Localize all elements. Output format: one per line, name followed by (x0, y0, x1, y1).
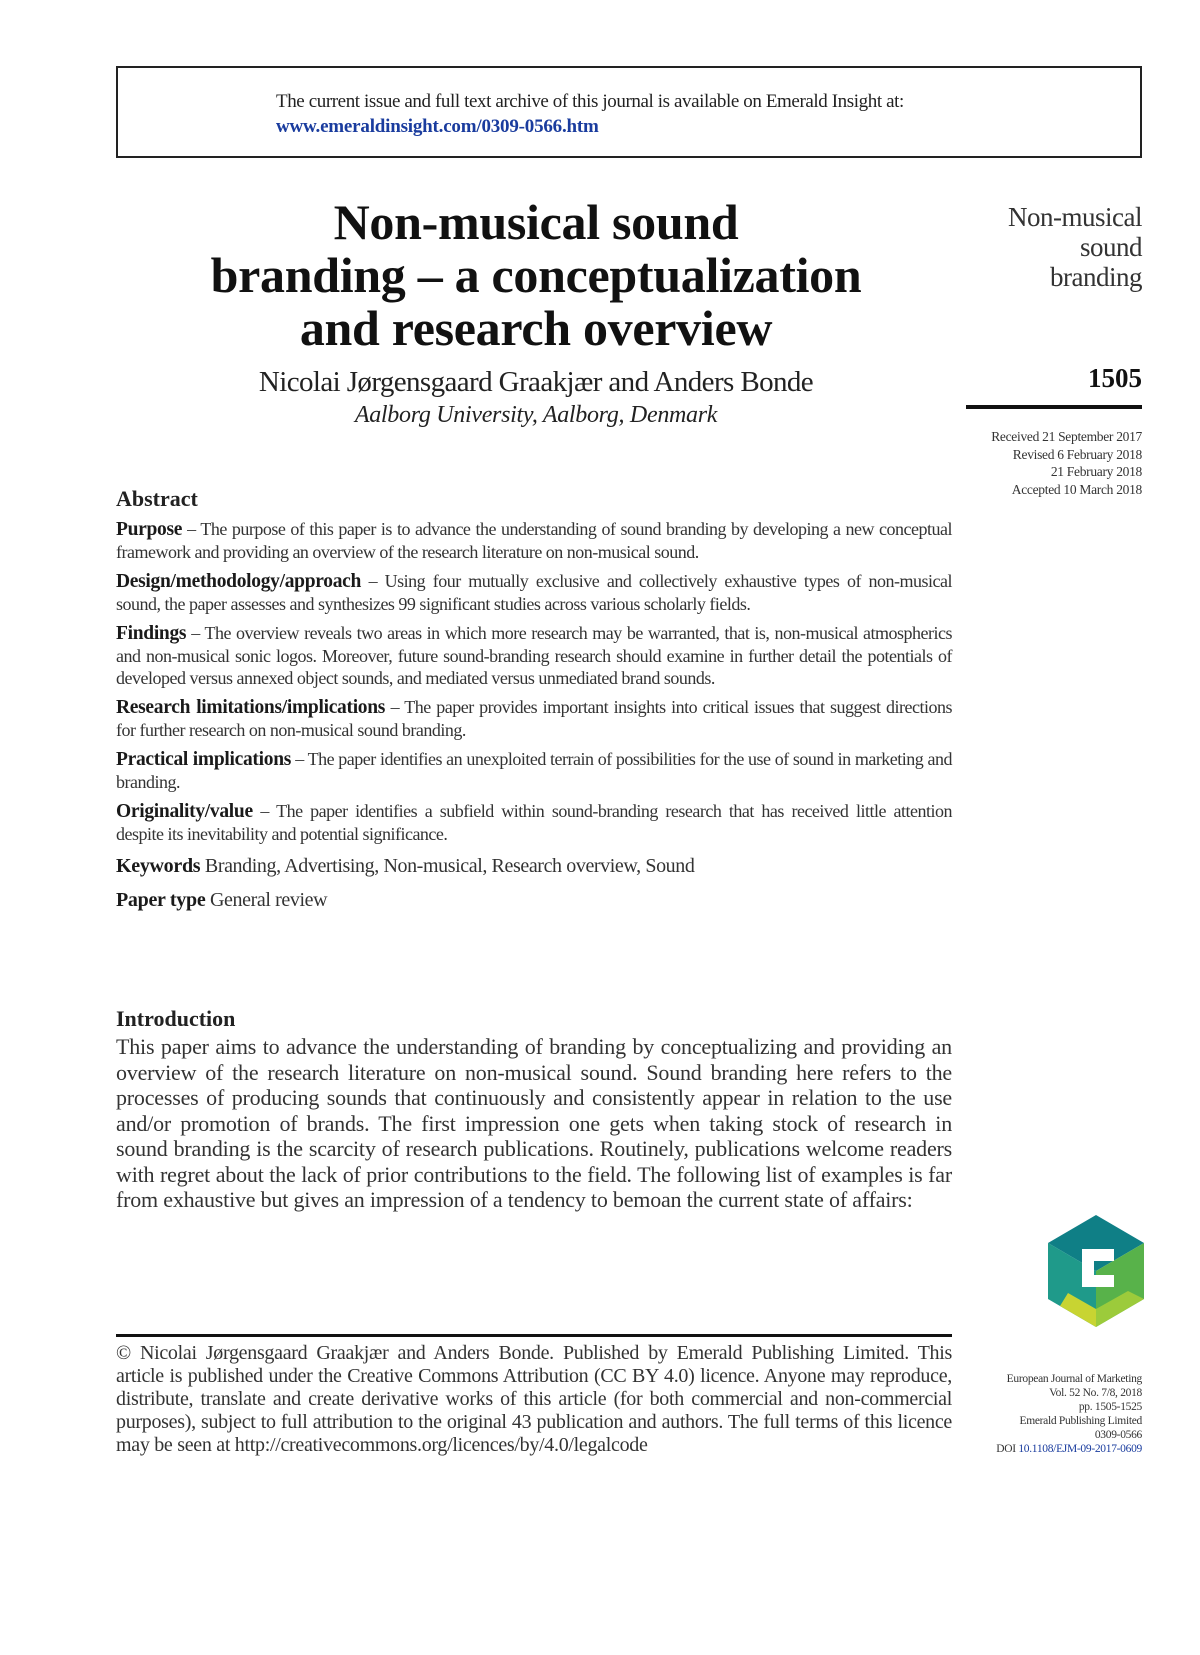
journal-publisher: Emerald Publishing Limited (1019, 1415, 1142, 1427)
section-label: Practical implications (116, 749, 292, 770)
section-label: Purpose (116, 519, 183, 540)
date-accepted: Accepted 10 March 2018 (1011, 481, 1142, 497)
paper-title (116, 196, 956, 355)
section-label: Originality/value (116, 801, 253, 822)
section-label: Design/methodology/approach (116, 571, 362, 592)
title-line: and research overview (299, 300, 773, 356)
section-text: – The overview reveals two areas in which more research may be warranted, that is, non-musical atmospherics and non-musical sonic logos. Moreover, future sound-branding research should examine in further detail the potentials of developed versus annexed object sounds, and mediated versus unmediated brand sounds. (116, 623, 952, 688)
paper-type-value: General review (210, 889, 328, 911)
section-text: – The paper identifies an unexploited terrain of possibilities for the use of sound in marketing and branding. (116, 749, 952, 792)
paper-type-label: Paper type (116, 889, 206, 911)
date-received: Received 21 September 2017 (991, 429, 1142, 444)
journal-info (940, 1372, 1142, 1456)
introduction-heading: Introduction (116, 1006, 236, 1031)
affiliation: Aalborg University, Aalborg, Denmark (354, 402, 718, 428)
section-text: – The purpose of this paper is to advance the understanding of sound branding by developing a new conceptual framework and providing an overview of the research literature on non-musical sound. (116, 519, 952, 562)
journal-access-box (116, 66, 1142, 158)
section-text: – Using four mutually exclusive and collectively exhaustive types of non-musical sound, the paper assesses and synthesizes 99 significant studies across various scholarly fields. (116, 571, 952, 614)
abstract-findings (116, 622, 952, 689)
journal-issn: 0309-0566 (1094, 1429, 1142, 1441)
journal-pages: pp. 1505-1525 (1078, 1401, 1142, 1413)
footer-divider (116, 1334, 952, 1337)
title-line: Non-musical sound (333, 194, 739, 250)
abstract-practical (116, 748, 952, 793)
journal-volume: Vol. 52 No. 7/8, 2018 (1049, 1387, 1142, 1399)
section-text: – The paper provides important insights into critical issues that suggest directions for further research on non-musical sound branding. (116, 697, 952, 740)
keywords-list: Branding, Advertising, Non-musical, Research overview, Sound (204, 855, 695, 877)
abstract-purpose (116, 518, 952, 563)
running-title-line: branding (1050, 262, 1142, 292)
license-notice: © Nicolai Jørgensgaard Graakjær and Anders Bonde. Published by Emerald Publishing Limited. This article is published under the Creative Commons Attribution (CC BY 4.0) licence. Anyone may reproduce, distribute, translate and create derivative works of this article (for both commercial and non-commercial purposes), subject to full attribution to the original 43 publication and authors. The full terms of this licence may be seen at http://creativecommons.org/licences/by/4.0/legalcode (116, 1342, 952, 1456)
authors: Nicolai Jørgensgaard Graakjær and Anders Bonde (258, 366, 814, 398)
running-title-line: Non-musical (1008, 202, 1142, 232)
section-label: Findings (116, 623, 187, 644)
keywords-label: Keywords (116, 855, 201, 877)
journal-link[interactable]: www.emeraldinsight.com/0309-0566.htm (276, 116, 599, 137)
date-revised-2: 21 February 2018 (1050, 464, 1142, 479)
access-notice: The current issue and full text archive of this journal is available on Emerald Insight at: (276, 91, 904, 112)
section-text: – The paper identifies a subfield within sound-branding research that has received little attention despite its inevitability and potential significance. (116, 801, 952, 844)
journal-name: European Journal of Marketing (1006, 1373, 1142, 1385)
running-title (960, 202, 1142, 292)
abstract-design (116, 570, 952, 615)
journal-doi (940, 1442, 1142, 1456)
page-number: 1505 (1088, 363, 1142, 393)
sidebar-divider (966, 405, 1142, 409)
abstract (116, 486, 952, 913)
abstract-heading: Abstract (116, 486, 198, 511)
publisher-logo-icon (1048, 1215, 1144, 1327)
doi-link[interactable]: 10.1108/EJM-09-2017-0609 (1018, 1443, 1142, 1455)
abstract-limitations (116, 696, 952, 741)
introduction-body: This paper aims to advance the understanding of branding by conceptualizing and providing an overview of the research literature on non-musical sound. Sound branding here refers to the processes of producing sounds that continuously and consistently appear in relation to the use and/or promotion of brands. The first impression one gets when taking stock of research in sound branding is the scarcity of research publications. Routinely, publications welcome readers with regret about the lack of prior contributions to the field. The following list of examples is far from exhaustive but gives an impression of a tendency to bemoan the current state of affairs: (116, 1034, 952, 1212)
title-line: branding – a conceptualization (210, 247, 862, 303)
running-title-line: sound (1079, 232, 1142, 262)
article-dates (940, 428, 1142, 498)
keywords (116, 853, 952, 879)
abstract-originality (116, 800, 952, 845)
date-revised: Revised 6 February 2018 (1012, 446, 1142, 462)
doi-label: DOI (996, 1443, 1019, 1455)
paper-type (116, 887, 952, 913)
section-label: Research limitations/implications (116, 697, 386, 718)
